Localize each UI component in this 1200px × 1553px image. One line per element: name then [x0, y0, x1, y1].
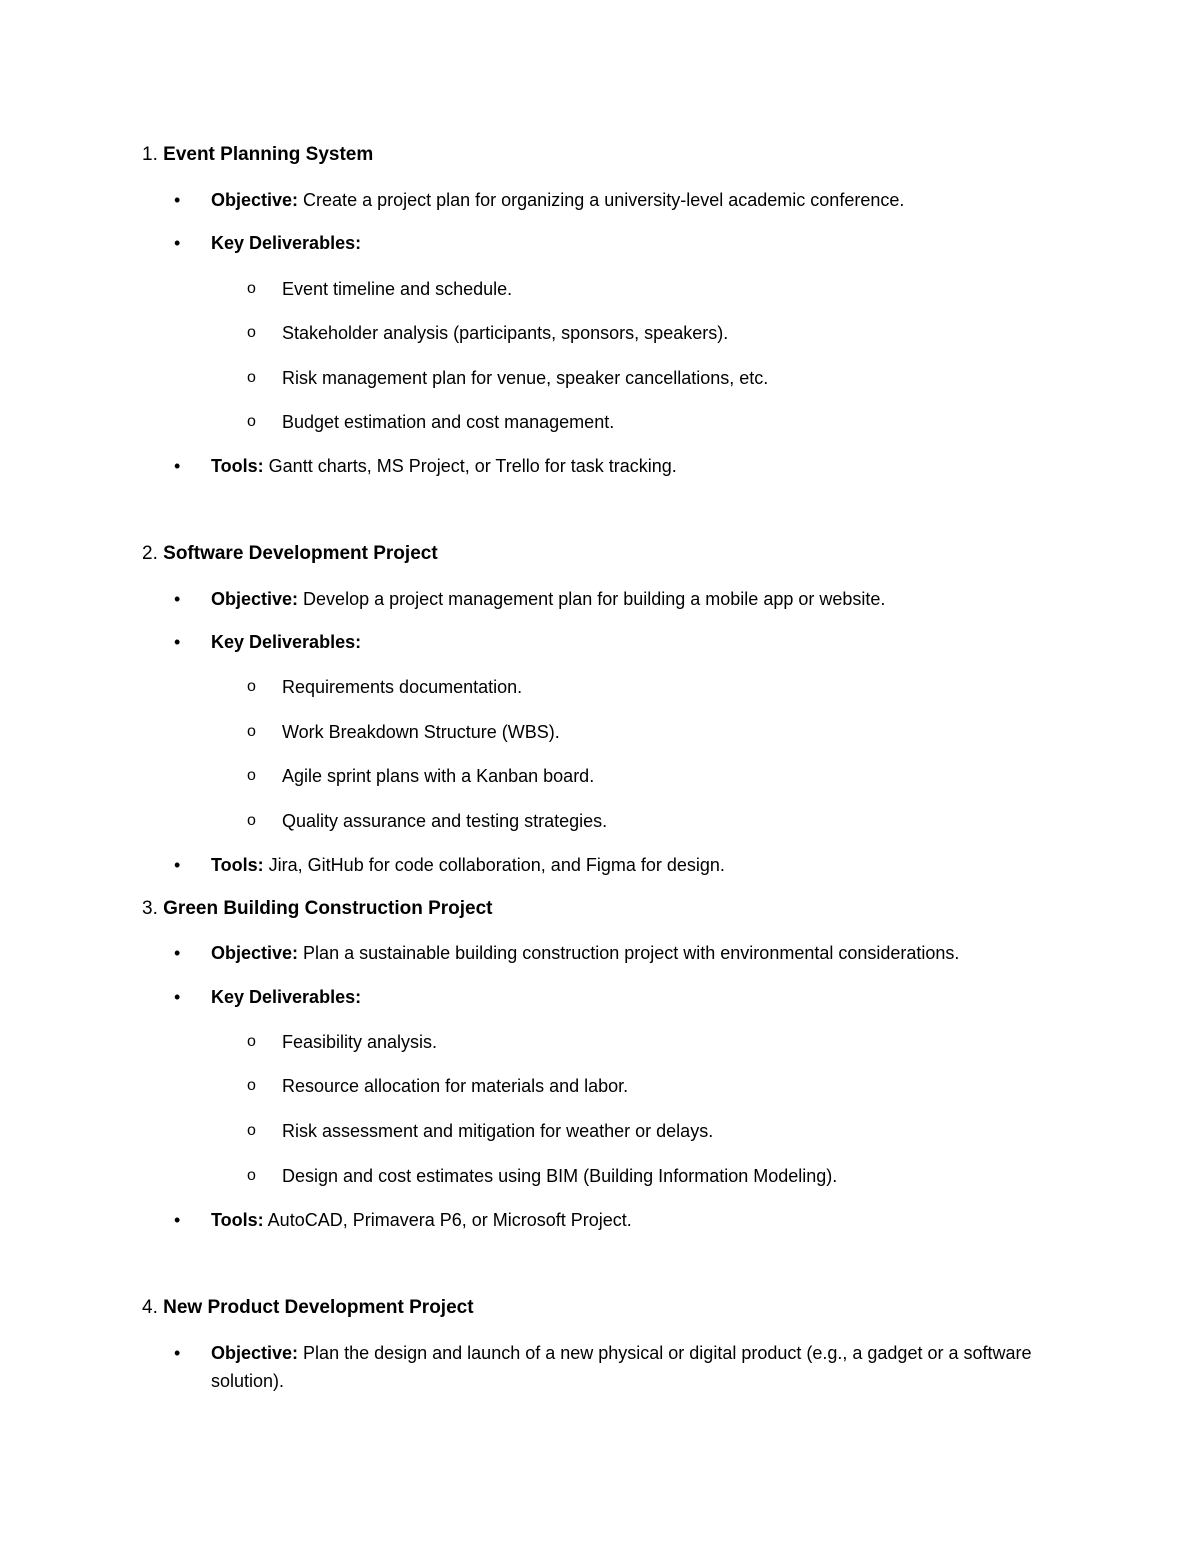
sub-bullet-marker: o [247, 1167, 256, 1184]
objective-label: Objective: [211, 943, 299, 963]
deliverable-text: Requirements documentation. [282, 677, 523, 697]
bullet-marker: • [174, 1343, 181, 1363]
sub-bullet-marker: o [247, 1122, 256, 1139]
deliverable-text: Resource allocation for materials and labor. [282, 1076, 629, 1096]
bullet-marker: • [174, 943, 181, 963]
sub-bullet-marker: o [247, 324, 256, 341]
sub-bullet-marker: o [247, 1033, 256, 1050]
deliverables-label: Key Deliverables: [211, 987, 362, 1007]
section-number: 2. [142, 543, 158, 564]
section-number: 3. [142, 898, 158, 919]
objective-label: Objective: [211, 190, 299, 210]
section-number: 4. [142, 1297, 158, 1318]
deliverable-text: Risk management plan for venue, speaker cancellations, etc. [282, 368, 769, 388]
sub-bullet-marker: o [247, 678, 256, 695]
bullet-marker: • [174, 589, 181, 609]
tools-label: Tools: [211, 456, 264, 476]
bullet-marker: • [174, 1210, 181, 1230]
bullet-marker: • [174, 456, 181, 476]
bullet-marker: • [174, 632, 181, 652]
objective-label: Objective: [211, 589, 299, 609]
tools-text: Gantt charts, MS Project, or Trello for task tracking. [268, 456, 677, 476]
section-heading [142, 897, 493, 921]
sub-bullet-marker: o [247, 723, 256, 740]
deliverables-label: Key Deliverables: [211, 632, 362, 652]
deliverable-text: Stakeholder analysis (participants, sponsors, speakers). [282, 323, 729, 343]
deliverable-text: Design and cost estimates using BIM (Building Information Modeling). [282, 1166, 838, 1186]
tools-label: Tools: [211, 1210, 264, 1230]
sub-bullet-marker: o [247, 1077, 256, 1094]
tools-text: Jira, GitHub for code collaboration, and Figma for design. [268, 855, 725, 875]
tools-label: Tools: [211, 855, 264, 875]
deliverable-text: Agile sprint plans with a Kanban board. [282, 766, 595, 786]
sub-bullet-marker: o [247, 280, 256, 297]
objective-text: Plan the design and launch of a new physical or digital product (e.g., a gadget or a software solution). [211, 1343, 1032, 1391]
sub-bullet-marker: o [247, 369, 256, 386]
section-heading [142, 542, 438, 566]
section-heading [142, 143, 373, 167]
deliverable-text: Risk assessment and mitigation for weather or delays. [282, 1121, 714, 1141]
tools-text: AutoCAD, Primavera P6, or Microsoft Project. [267, 1210, 632, 1230]
objective-text: Develop a project management plan for building a mobile app or website. [303, 589, 886, 609]
objective-label: Objective: [211, 1343, 299, 1363]
bullet-marker: • [174, 855, 181, 875]
section-title: Event Planning System [163, 144, 374, 165]
deliverable-text: Quality assurance and testing strategies. [282, 811, 608, 831]
bullet-marker: • [174, 987, 181, 1007]
bullet-marker: • [174, 190, 181, 210]
sub-bullet-marker: o [247, 812, 256, 829]
deliverable-text: Event timeline and schedule. [282, 279, 513, 299]
section-number: 1. [142, 144, 158, 165]
section-title: New Product Development Project [163, 1297, 474, 1318]
objective-text: Plan a sustainable building construction project with environmental considerations. [303, 943, 960, 963]
deliverable-text: Feasibility analysis. [282, 1032, 438, 1052]
section-title: Green Building Construction Project [163, 898, 493, 919]
deliverable-text: Budget estimation and cost management. [282, 412, 615, 432]
objective-text: Create a project plan for organizing a university-level academic conference. [303, 190, 905, 210]
sub-bullet-marker: o [247, 413, 256, 430]
sub-bullet-marker: o [247, 767, 256, 784]
section-heading [142, 1296, 474, 1320]
deliverables-label: Key Deliverables: [211, 233, 362, 253]
section-title: Software Development Project [163, 543, 438, 564]
bullet-marker: • [174, 233, 181, 253]
deliverable-text: Work Breakdown Structure (WBS). [282, 722, 560, 742]
